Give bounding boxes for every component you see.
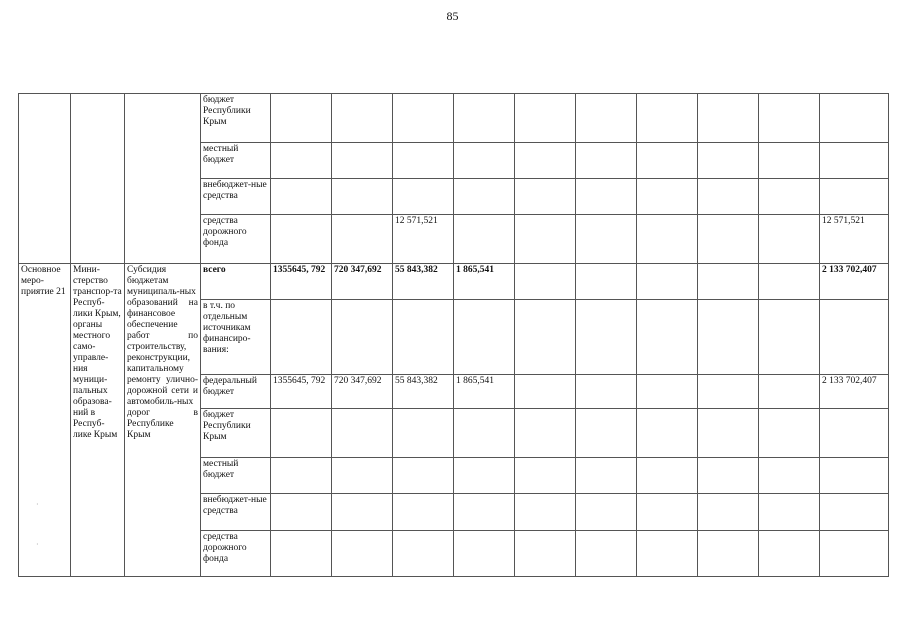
value-cell: 1 865,541 [454, 264, 515, 300]
value-cell [820, 494, 889, 531]
value-cell [515, 375, 576, 409]
source-cell: местный бюджет [201, 458, 271, 494]
source-cell: федеральный бюджет [201, 375, 271, 409]
value-cell [515, 143, 576, 179]
value-cell [393, 143, 454, 179]
value-cell [271, 409, 332, 458]
source-cell: внебюджет-ные средства [201, 179, 271, 215]
value-cell [393, 300, 454, 375]
value-cell [698, 143, 759, 179]
value-cell [576, 264, 637, 300]
value-cell [820, 409, 889, 458]
value-cell: 720 347,692 [332, 375, 393, 409]
value-cell [820, 179, 889, 215]
value-cell [515, 409, 576, 458]
value-cell [393, 409, 454, 458]
table-row [19, 94, 889, 143]
page-number: 85 [446, 9, 459, 23]
value-cell [820, 300, 889, 375]
value-cell [393, 458, 454, 494]
value-cell [698, 458, 759, 494]
value-cell: 1 865,541 [454, 375, 515, 409]
value-cell [759, 458, 820, 494]
value-cell [271, 494, 332, 531]
value-cell [820, 531, 889, 577]
value-cell [332, 458, 393, 494]
executor-cell [71, 94, 125, 264]
value-cell [454, 143, 515, 179]
value-cell [576, 215, 637, 264]
value-cell: 12 571,521 [820, 215, 889, 264]
value-cell: 12 571,521 [393, 215, 454, 264]
value-cell [759, 375, 820, 409]
value-cell [759, 179, 820, 215]
value-cell [271, 179, 332, 215]
value-cell [698, 215, 759, 264]
budget-table [18, 93, 889, 577]
value-cell [698, 409, 759, 458]
value-cell [454, 179, 515, 215]
value-cell: 2 133 702,407 [820, 264, 889, 300]
value-cell [393, 94, 454, 143]
value-cell [515, 215, 576, 264]
value-cell [271, 458, 332, 494]
value-cell [393, 531, 454, 577]
value-cell [576, 94, 637, 143]
value-cell [515, 300, 576, 375]
value-cell [332, 179, 393, 215]
value-cell: 1355645, 792 [271, 264, 332, 300]
value-cell [332, 215, 393, 264]
value-cell [759, 94, 820, 143]
value-cell [698, 531, 759, 577]
value-cell [759, 264, 820, 300]
source-cell: бюджет Республики Крым [201, 94, 271, 143]
value-cell [698, 300, 759, 375]
source-cell: всего [201, 264, 271, 300]
value-cell [454, 531, 515, 577]
value-cell [454, 409, 515, 458]
value-cell: 720 347,692 [332, 264, 393, 300]
value-cell [820, 94, 889, 143]
source-cell: в т.ч. по отдельным источникам финансиро-вания: [201, 300, 271, 375]
value-cell [759, 300, 820, 375]
value-cell [454, 94, 515, 143]
value-cell [576, 458, 637, 494]
value-cell [576, 494, 637, 531]
value-cell [637, 94, 698, 143]
value-cell [698, 264, 759, 300]
value-cell [515, 494, 576, 531]
value-cell [393, 494, 454, 531]
executor-cell: Мини-стерство транспор-та Респуб-лики Крым, органы местного само-управле-ния муници-пальных образова-ний в Респуб-лике Крым [71, 264, 125, 577]
value-cell [637, 215, 698, 264]
value-cell [454, 215, 515, 264]
value-cell [637, 531, 698, 577]
value-cell [820, 458, 889, 494]
value-cell [454, 458, 515, 494]
value-cell [759, 143, 820, 179]
value-cell: 55 843,382 [393, 264, 454, 300]
value-cell [698, 494, 759, 531]
value-cell [576, 409, 637, 458]
value-cell [759, 494, 820, 531]
value-cell [515, 264, 576, 300]
description-cell: Субсидия бюджетам муниципаль-ных образований на финансовое обеспечение работ по строительству, реконструкции, капитальному ремонту улично-дорожной сети и автомобиль-ных дорог в Республике Крым [125, 264, 201, 577]
value-cell [271, 531, 332, 577]
table-row [19, 264, 889, 300]
value-cell [637, 300, 698, 375]
value-cell [515, 531, 576, 577]
value-cell [271, 300, 332, 375]
value-cell [271, 215, 332, 264]
value-cell [332, 409, 393, 458]
source-cell: бюджет Республики Крым [201, 409, 271, 458]
source-cell: местный бюджет [201, 143, 271, 179]
value-cell [576, 143, 637, 179]
value-cell [271, 94, 332, 143]
value-cell [454, 494, 515, 531]
value-cell [454, 300, 515, 375]
value-cell [393, 179, 454, 215]
value-cell [576, 375, 637, 409]
value-cell [332, 94, 393, 143]
value-cell [698, 94, 759, 143]
value-cell: 1355645, 792 [271, 375, 332, 409]
value-cell [332, 143, 393, 179]
value-cell [637, 375, 698, 409]
value-cell [332, 494, 393, 531]
event-name-cell: Основное меро-приятие 21 [19, 264, 71, 577]
source-cell: внебюджет-ные средства [201, 494, 271, 531]
value-cell: 2 133 702,407 [820, 375, 889, 409]
value-cell [332, 300, 393, 375]
value-cell [515, 458, 576, 494]
value-cell [637, 409, 698, 458]
value-cell [576, 300, 637, 375]
value-cell: 55 843,382 [393, 375, 454, 409]
description-cell [125, 94, 201, 264]
value-cell [820, 143, 889, 179]
value-cell [515, 179, 576, 215]
scan-mark: · [36, 540, 39, 549]
value-cell [576, 531, 637, 577]
value-cell [637, 494, 698, 531]
source-cell: средства дорожного фонда [201, 531, 271, 577]
value-cell [698, 375, 759, 409]
value-cell [637, 143, 698, 179]
value-cell [637, 458, 698, 494]
value-cell [759, 409, 820, 458]
value-cell [332, 531, 393, 577]
value-cell [759, 215, 820, 264]
value-cell [637, 264, 698, 300]
value-cell [637, 179, 698, 215]
value-cell [698, 179, 759, 215]
scan-mark: · [36, 500, 39, 509]
event-cell [19, 94, 71, 264]
value-cell [759, 531, 820, 577]
value-cell [271, 143, 332, 179]
source-cell: средства дорожного фонда [201, 215, 271, 264]
value-cell [576, 179, 637, 215]
value-cell [515, 94, 576, 143]
